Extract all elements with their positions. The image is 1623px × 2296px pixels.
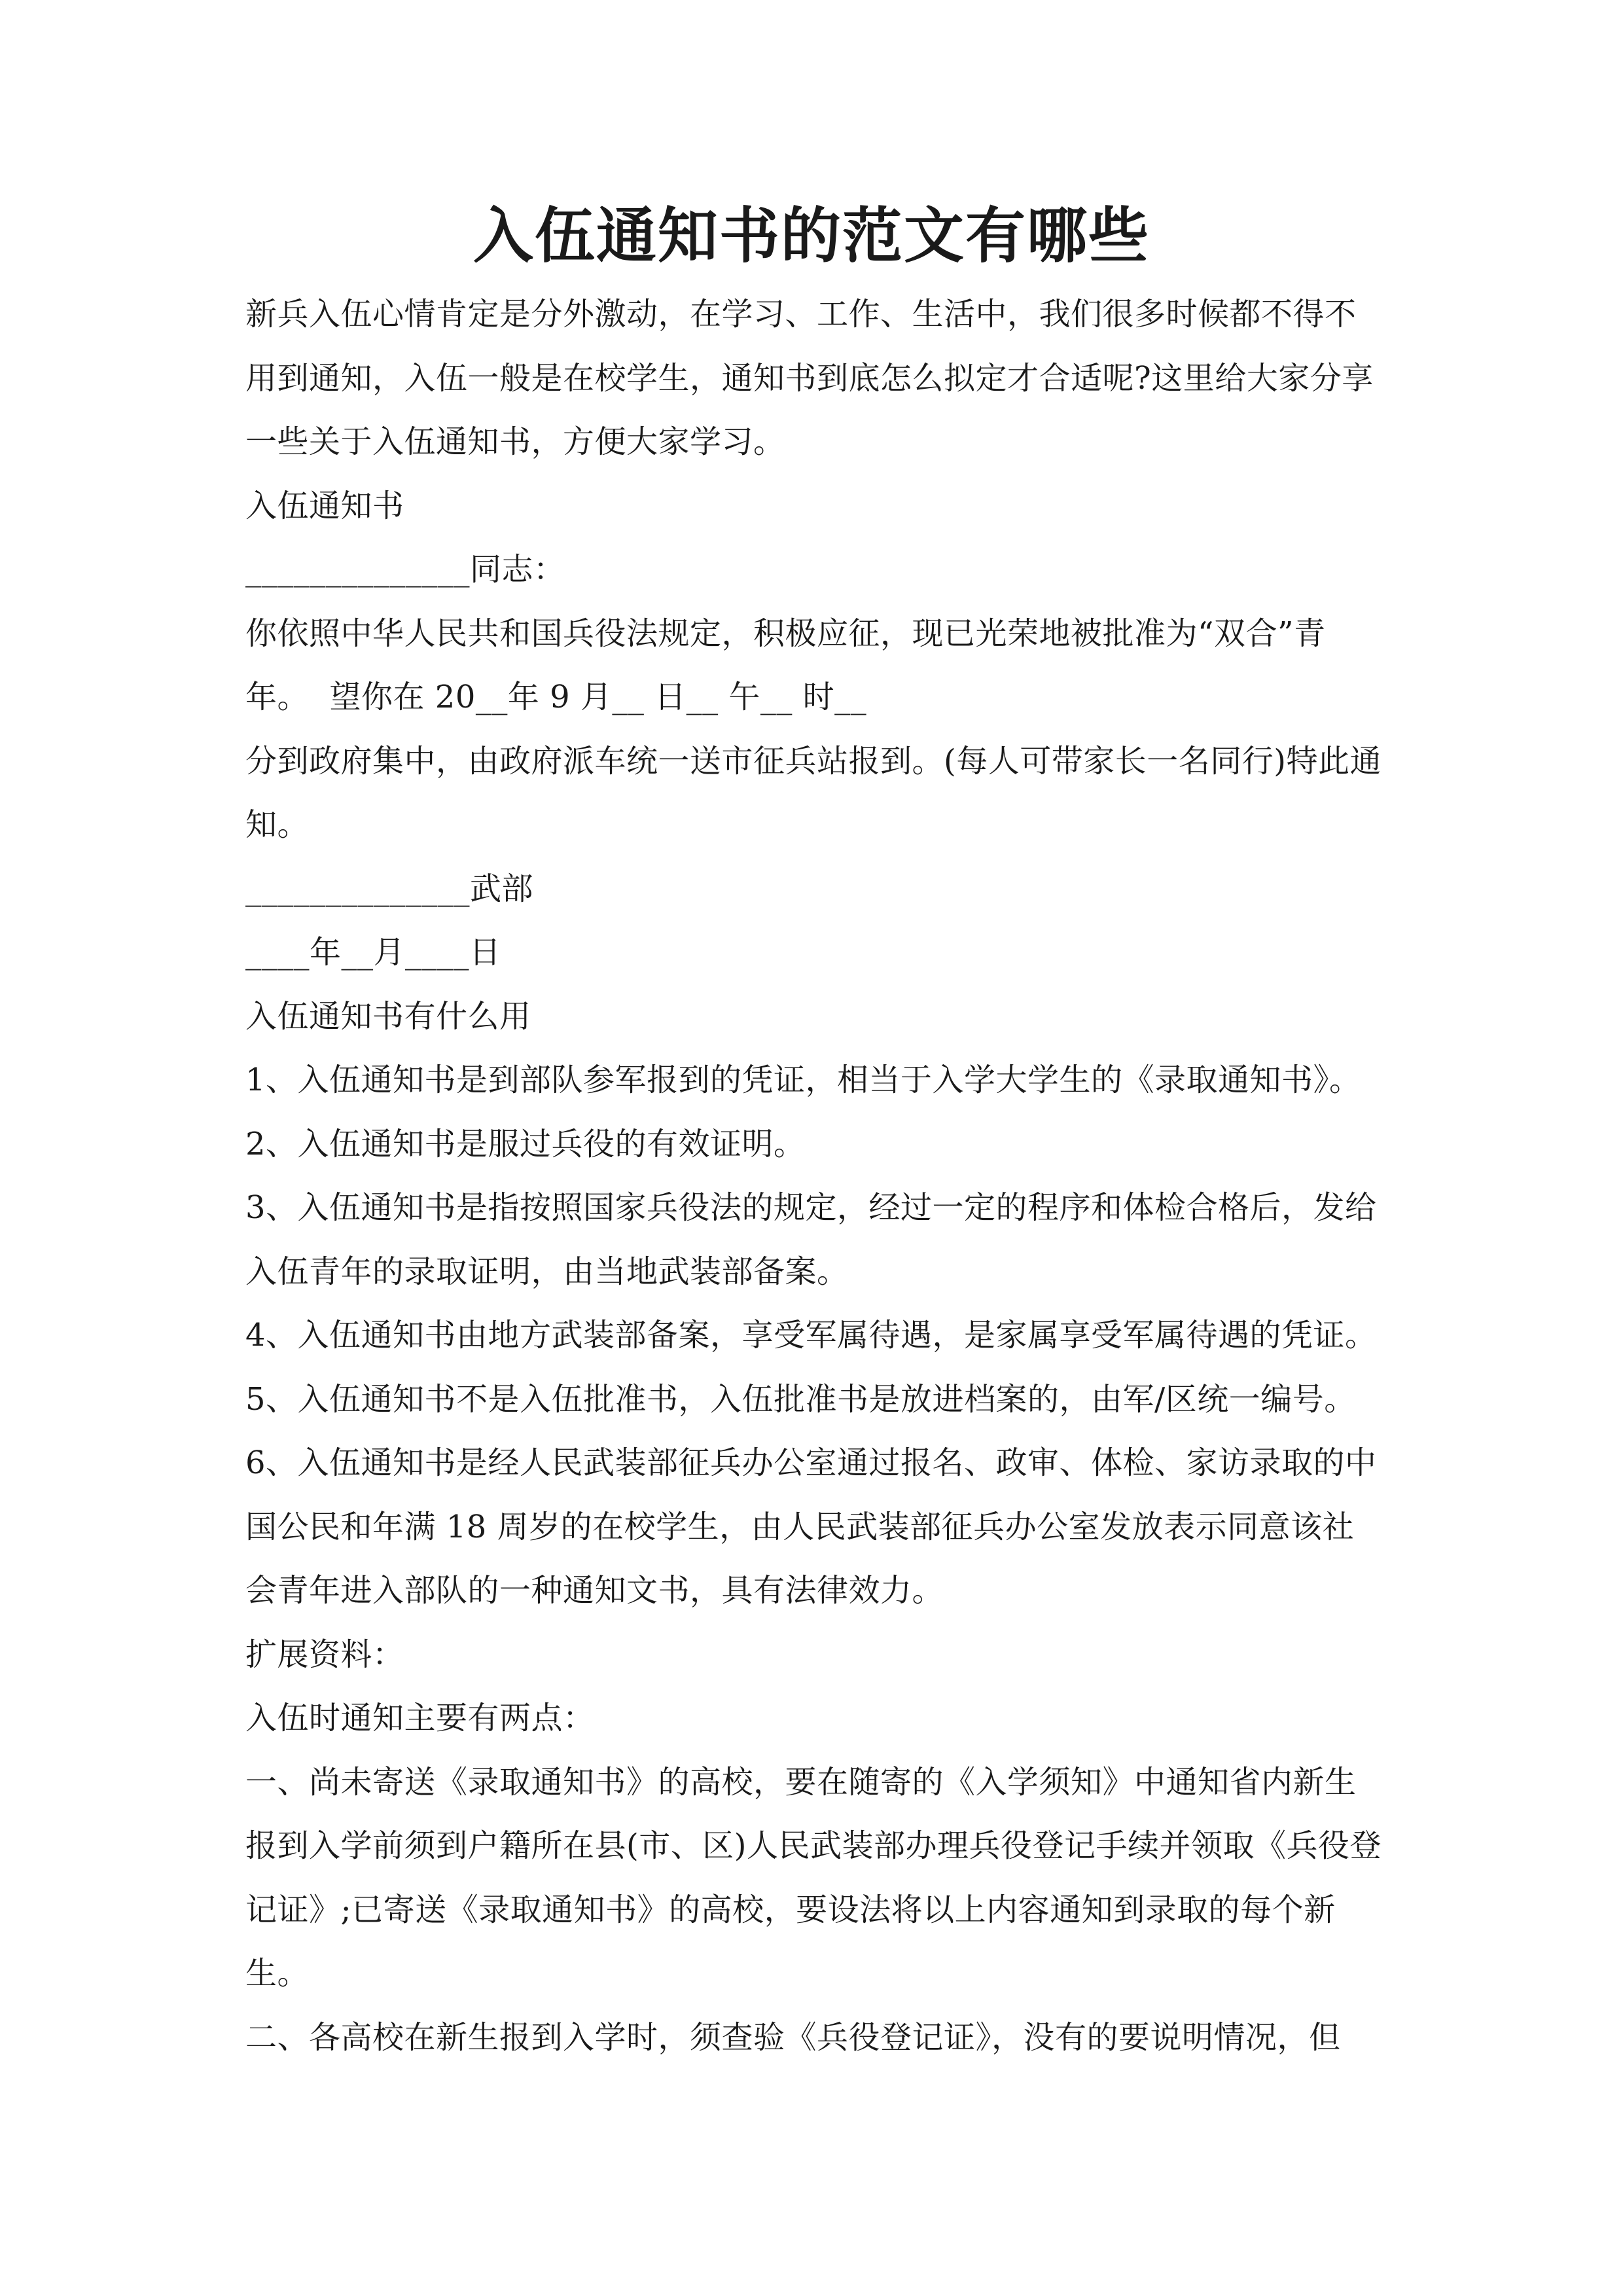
paragraph-usage-2: 2、入伍通知书是服过兵役的有效证明。: [245, 1125, 806, 1162]
paragraph-usage-6: 6、入伍通知书是经人民武装部征兵办公室通过报名、政审、体检、家访录取的中国公民和年满 18 周岁的在校学生，由人民武装部征兵办公室发放表示同意该社会青年进入部队的一种通知文书，具有法律效力。: [245, 1444, 1377, 1609]
document-body: [245, 283, 1384, 2070]
paragraph-notice-heading: 入伍通知书: [245, 487, 404, 524]
paragraph-extended-heading: 扩展资料：: [245, 1636, 404, 1673]
paragraph-intro: 新兵入伍心情肯定是分外激动，在学习、工作、生活中，我们很多时候都不得不用到通知，入伍一般是在校学生，通知书到底怎么拟定才合适呢?这里给大家分享一些关于入伍通知书，方便大家学习。: [245, 296, 1374, 460]
document-title: 入伍通知书的范文有哪些: [473, 200, 1150, 271]
paragraph-usage-5: 5、入伍通知书不是入伍批准书，入伍批准书是放进档案的，由军/区统一编号。: [245, 1380, 1356, 1418]
paragraph-usage-3: 3、入伍通知书是指按照国家兵役法的规定，经过一定的程序和体检合格后，发给入伍青年的录取证明，由当地武装部备案。: [245, 1189, 1377, 1290]
paragraph-usage-heading: 入伍通知书有什么用: [245, 997, 531, 1035]
paragraph-points-heading: 入伍时通知主要有两点：: [245, 1700, 595, 1736]
paragraph-salutation: ______________同志：: [245, 551, 565, 588]
paragraph-notice-body-cont: 分到政府集中，由政府派车统一送市征兵站报到。(每人可带家长一名同行)特此通知。: [245, 742, 1382, 843]
paragraph-usage-1: 1、入伍通知书是到部队参军报到的凭证，相当于入学大学生的《录取通知书》。: [245, 1062, 1361, 1098]
paragraph-signature: ______________武部: [245, 870, 534, 907]
paragraph-usage-4: 4、入伍通知书由地方武装部备案，享受军属待遇，是家属享受军属待遇的凭证。: [245, 1317, 1377, 1354]
paragraph-date: ____年__月____日: [245, 934, 501, 971]
paragraph-notice-body: 你依照中华人民共和国兵役法规定，积极应征，现已光荣地被批准为“双合”青年。 望你在 20__年 9 月__ 日__ 午__ 时__: [245, 615, 1326, 715]
paragraph-point-2: 二、各高校在新生报到入学时，须查验《兵役登记证》，没有的要说明情况，但: [245, 2018, 1341, 2056]
paragraph-point-1: 一、尚未寄送《录取通知书》的高校，要在随寄的《入学须知》中通知省内新生报到入学前须到户籍所在县(市、区)人民武装部办理兵役登记手续并领取《兵役登记证》;已寄送《录取通知书》的高校，要设法将以上内容通知到录取的每个新生。: [245, 1763, 1382, 1992]
